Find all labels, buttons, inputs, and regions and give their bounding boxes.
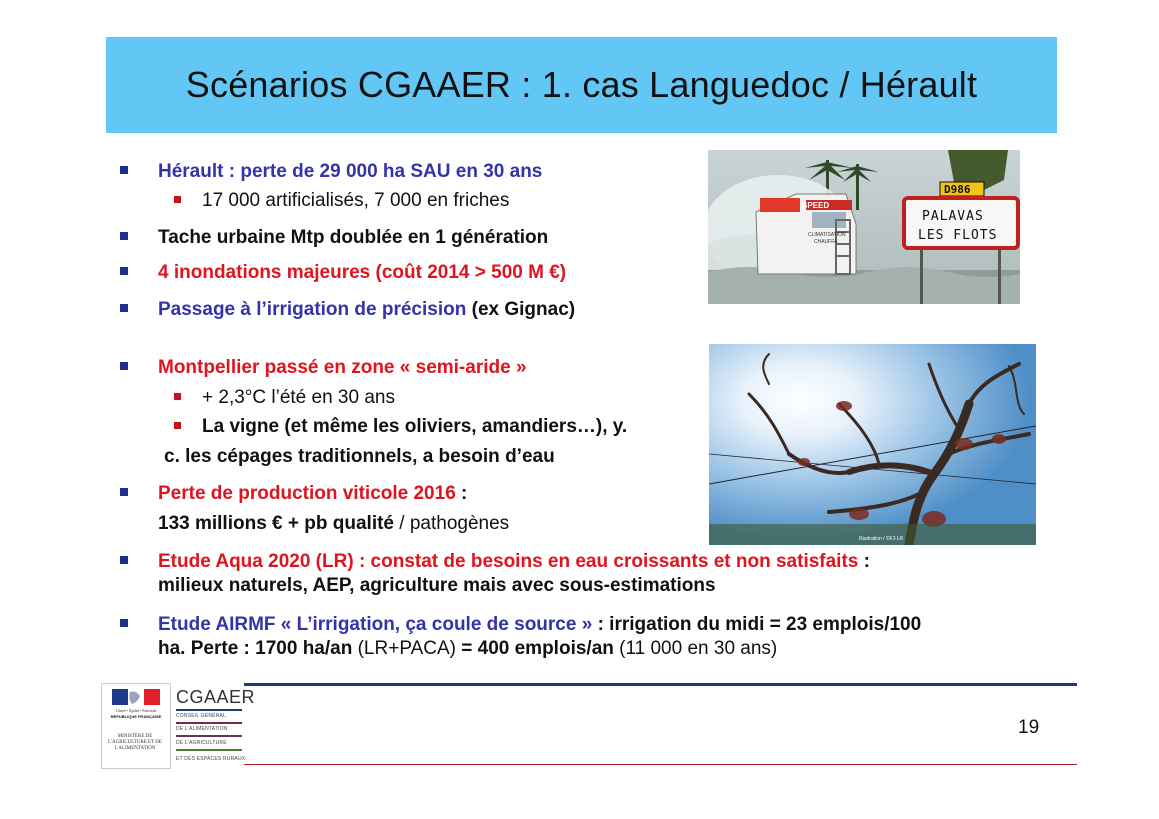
bullet-text-red: Perte de production viticole 2016 <box>158 483 456 504</box>
bullet-text <box>158 483 467 505</box>
van-text-chauffa: CHAUFFA <box>814 239 838 245</box>
bullet-text-black: : <box>858 551 870 572</box>
title-banner <box>106 37 1057 133</box>
cgaaer-line1: CONSEIL GÉNÉRAL <box>176 713 227 719</box>
bullet-text: Montpellier passé en zone « semi-aride » <box>158 357 527 378</box>
line2-b: (LR+PACA) <box>352 638 462 659</box>
city-sign-line2: LES FLOTS <box>918 228 998 243</box>
van <box>756 194 856 274</box>
cgaaer-line2: DE L'ALIMENTATION <box>176 726 228 732</box>
flood-photo-illustration <box>708 150 1020 304</box>
bullet-marker <box>120 267 128 275</box>
cgaaer-line4: ET DES ESPACES RURAUX <box>176 756 246 762</box>
line2-d: (11 000 en 30 ans) <box>613 638 778 659</box>
sub-bullet-continuation <box>164 446 555 468</box>
bullet-marker <box>120 232 128 240</box>
bullet-text-blue: Passage à l’irrigation de précision <box>158 299 467 320</box>
bullet-marker <box>120 304 128 312</box>
sub-bullet-text-cont: c. les cépages traditionnels, a besoin d’eau <box>164 446 555 467</box>
bullet-text: 4 inondations majeures (coût 2014 > 500 M €) <box>158 262 567 283</box>
ministry-logo <box>101 683 171 769</box>
line2-c: = 400 emplois/an <box>461 638 614 659</box>
bullet-marker <box>120 166 128 174</box>
bullet-aqua-2020-line2 <box>158 575 716 597</box>
cgaaer-line-purple <box>176 735 242 737</box>
slide-title: Scénarios CGAAER : 1. cas Languedoc / Hérault <box>185 64 978 105</box>
marianne-logo-icon <box>102 684 170 730</box>
city-sign <box>904 198 1018 248</box>
bullet-text: Tache urbaine Mtp doublée en 1 génération <box>158 227 549 248</box>
road-sign-text: D986 <box>944 183 971 196</box>
bullet-marker <box>120 619 128 627</box>
photo-credit: Illustration / ©F3 LR <box>859 536 904 542</box>
van-text-clim: CLIMATISATION <box>808 232 846 238</box>
city-sign-line1: PALAVAS <box>922 209 984 224</box>
bullet-text-red: Etude Aqua 2020 (LR) : constat de besoins en eau croissants et non satisfaits <box>158 551 859 572</box>
bullet-text <box>158 299 575 321</box>
sub-bullet-marker <box>174 422 181 429</box>
bullet-text: Hérault : perte de 29 000 ha SAU en 30 ans <box>158 161 543 182</box>
bullet-text <box>158 614 921 636</box>
line2-text: milieux naturels, AEP, agriculture mais avec sous-estimations <box>158 575 716 596</box>
vine-photo-illustration <box>709 344 1036 545</box>
republic-motto: Liberté • Égalité • Fraternité <box>115 709 157 713</box>
footer-top-line <box>244 683 1077 686</box>
bullet-text-black: (ex Gignac) <box>466 299 576 320</box>
sub-bullet-text: + 2,3°C l’été en 30 ans <box>202 387 395 408</box>
bullet-marker <box>120 556 128 564</box>
cgaaer-line-blue <box>176 709 242 711</box>
bullet-marker <box>120 362 128 370</box>
bullet-airmf-line2 <box>158 638 777 660</box>
bullet-perte-viticole-line2 <box>158 513 509 535</box>
line2-bold: 133 millions € + pb qualité <box>158 513 394 534</box>
sub-bullet-text: La vigne (et même les oliviers, amandiers…), y. <box>202 416 628 437</box>
footer-bottom-line <box>244 764 1077 765</box>
bullet-text <box>158 551 870 573</box>
sub-bullet-text: 17 000 artificialisés, 7 000 en friches <box>202 190 510 211</box>
line2-normal: / pathogènes <box>394 513 510 534</box>
bullet-text-blue: Etude AIRMF « L’irrigation, ça coule de source » <box>158 614 593 635</box>
republic-name: RÉPUBLIQUE FRANÇAISE <box>110 714 162 719</box>
sub-bullet-marker <box>174 393 181 400</box>
van-text-speed: SPEED <box>802 201 830 210</box>
ministry-name: MINISTÈRE DE L'AGRICULTURE ET DE L'ALIMENTATION <box>108 734 162 751</box>
bullet-text-black: : <box>455 483 468 504</box>
bullet-marker <box>120 488 128 496</box>
bullet-text-black: : irrigation du midi = 23 emplois/100 <box>592 614 922 635</box>
cgaaer-line3: DE L'AGRICULTURE <box>176 740 227 746</box>
page-number: 19 <box>1018 717 1040 738</box>
flood-photo <box>708 150 1020 304</box>
line2-a: ha. Perte : 1700 ha/an <box>158 638 353 659</box>
cgaaer-line-red <box>176 722 242 724</box>
cgaaer-line-green <box>176 749 242 751</box>
sub-bullet-marker <box>174 196 181 203</box>
cgaaer-logo-text: CGAAER <box>176 687 256 707</box>
vine-photo <box>709 344 1036 545</box>
